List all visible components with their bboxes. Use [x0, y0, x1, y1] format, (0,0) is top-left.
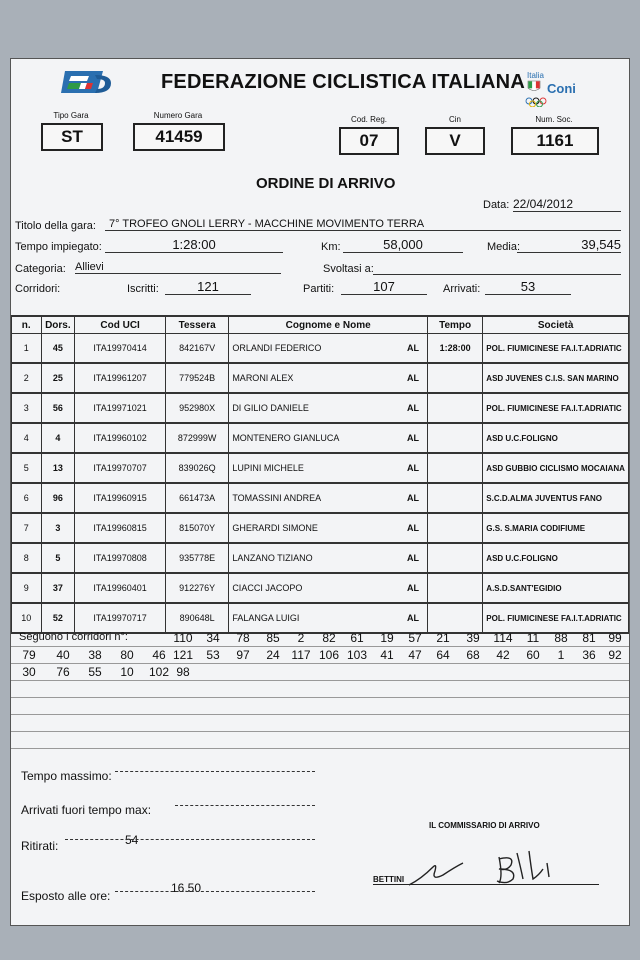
cell-societa: POL. FIUMICINESE FA.I.T.ADRIATIC: [483, 334, 629, 364]
cell-nome: [229, 363, 428, 393]
rider-number: 79: [22, 648, 36, 662]
rider-category: AL: [406, 523, 419, 533]
cell-dorsale: 37: [41, 573, 75, 603]
cin-box: V: [425, 127, 485, 155]
rider-number: 97: [236, 648, 250, 662]
commissario-name: BETTINI: [373, 875, 405, 884]
cell-tessera: 815070Y: [166, 513, 229, 543]
federation-title: FEDERAZIONE CICLISTICA ITALIANA: [161, 71, 525, 93]
ritirati-line: [65, 839, 315, 840]
cell-cod-uci: ITA19961207: [75, 363, 166, 393]
iscritti-value: 121: [165, 279, 251, 295]
esposto-value: 16.50: [171, 881, 202, 895]
rider-name: MONTENERO GIANLUCA: [232, 433, 340, 443]
cell-nome: [229, 453, 428, 483]
rider-number: 21: [436, 631, 450, 645]
cell-cod-uci: ITA19970707: [75, 453, 166, 483]
cell-nome: [229, 603, 428, 633]
fci-logo-icon: [61, 67, 115, 97]
header-n: n.: [12, 316, 42, 334]
coni-text: Coni: [547, 81, 576, 96]
rider-number: 82: [322, 631, 336, 645]
data-label: Data:: [483, 199, 510, 211]
rider-number: 78: [236, 631, 250, 645]
cell-tessera: 890648L: [166, 603, 229, 633]
cell-cod-uci: ITA19960815: [75, 513, 166, 543]
cell-societa: ASD GUBBIO CICLISMO MOCAIANA: [483, 453, 629, 483]
rider-number: 57: [408, 631, 422, 645]
titolo-value: 7° TROFEO GNOLI LERRY - MACCHINE MOVIMENTO TERRA: [105, 218, 621, 231]
svoltasi-value: [373, 261, 621, 275]
rider-number: 11: [526, 631, 540, 645]
cell-position: 9: [12, 573, 42, 603]
cell-cod-uci: ITA19960102: [75, 423, 166, 453]
cell-nome: [229, 334, 428, 364]
rider-category: AL: [406, 553, 419, 563]
cell-tessera: 872999W: [166, 423, 229, 453]
rider-number: 38: [88, 648, 102, 662]
cell-tempo: [427, 543, 482, 573]
cell-dorsale: 52: [41, 603, 75, 633]
results-header-row: [12, 316, 629, 334]
rider-number: 30: [22, 665, 36, 679]
cod-reg-box: 07: [339, 127, 399, 155]
rider-number: 46: [152, 648, 166, 662]
cell-tempo: [427, 483, 482, 513]
iscritti-label: Iscritti:: [127, 283, 159, 295]
cell-nome: [229, 543, 428, 573]
cell-cod-uci: ITA19960401: [75, 573, 166, 603]
rider-category: AL: [406, 373, 419, 383]
rider-name: LANZANO TIZIANO: [232, 553, 313, 563]
rider-number: 42: [496, 648, 510, 662]
tipo-gara-label: Tipo Gara: [53, 111, 89, 120]
rider-number: 85: [266, 631, 280, 645]
cell-tessera: 935778E: [166, 543, 229, 573]
cell-position: 7: [12, 513, 42, 543]
header-cod-uci: Cod UCI: [75, 316, 166, 334]
rider-number: 68: [466, 648, 480, 662]
cell-position: 2: [12, 363, 42, 393]
rider-number: 60: [526, 648, 540, 662]
cell-cod-uci: ITA19970414: [75, 334, 166, 364]
rider-number: 98: [176, 665, 190, 679]
rider-number: 2: [297, 631, 305, 645]
cell-position: 10: [12, 603, 42, 633]
cell-dorsale: 5: [41, 543, 75, 573]
cell-dorsale: 45: [41, 334, 75, 364]
rider-name: GHERARDI SIMONE: [232, 523, 318, 533]
rider-category: AL: [406, 463, 419, 473]
cell-position: 8: [12, 543, 42, 573]
ritirati-value: 54: [125, 833, 139, 847]
rider-number: 47: [408, 648, 422, 662]
cell-dorsale: 96: [41, 483, 75, 513]
fuori-tempo-line: [175, 805, 315, 806]
rider-category: AL: [406, 403, 419, 413]
cell-societa: S.C.D.ALMA JUVENTUS FANO: [483, 483, 629, 513]
rider-number: 34: [206, 631, 220, 645]
page-heading: ORDINE DI ARRIVO: [256, 175, 396, 192]
corridori-label: Corridori:: [15, 283, 61, 295]
cell-tessera: 912276Y: [166, 573, 229, 603]
tipo-gara-box: ST: [41, 123, 103, 151]
cell-societa: ASD U.C.FOLIGNO: [483, 423, 629, 453]
rider-category: AL: [406, 433, 419, 443]
cell-cod-uci: ITA19960915: [75, 483, 166, 513]
cell-tessera: 839026Q: [166, 453, 229, 483]
cell-position: 3: [12, 393, 42, 423]
rider-name: TOMASSINI ANDREA: [232, 493, 322, 503]
rider-number: 81: [582, 631, 596, 645]
cell-tempo: [427, 603, 482, 633]
cell-nome: [229, 513, 428, 543]
header-tessera: Tessera: [166, 316, 229, 334]
rider-name: DI GILIO DANIELE: [232, 403, 309, 413]
rider-number: 19: [380, 631, 394, 645]
table-row: [12, 334, 629, 364]
table-row: [12, 393, 629, 423]
cell-nome: [229, 573, 428, 603]
categoria-value: Allievi: [75, 261, 281, 274]
rider-number: 55: [88, 665, 102, 679]
rider-category: AL: [406, 493, 419, 503]
cell-dorsale: 56: [41, 393, 75, 423]
rider-number: 24: [266, 648, 280, 662]
seguono-row-1: [11, 631, 629, 647]
header-tempo: Tempo: [427, 316, 482, 334]
table-row: [12, 573, 629, 603]
cell-societa: POL. FIUMICINESE FA.I.T.ADRIATIC: [483, 393, 629, 423]
rider-number: 39: [466, 631, 480, 645]
results-table: [11, 315, 629, 634]
italian-flag-icon: [527, 80, 541, 94]
cod-reg-label: Cod. Reg.: [350, 115, 388, 124]
signature-icon: [407, 849, 567, 891]
divider: [11, 680, 629, 681]
coni-top-text: Italia: [527, 71, 544, 80]
rider-number: 76: [56, 665, 70, 679]
km-value: 58,000: [343, 237, 463, 253]
cell-tempo: 1:28:00: [427, 334, 482, 364]
rider-category: AL: [406, 613, 419, 623]
tempo-massimo-line: [115, 771, 315, 772]
rider-number: 110: [173, 631, 193, 645]
divider: [11, 714, 629, 715]
rider-name: FALANGA LUIGI: [232, 613, 300, 623]
fuori-tempo-label: Arrivati fuori tempo max:: [21, 803, 152, 817]
rider-number: 53: [206, 648, 220, 662]
tempo-label: Tempo impiegato:: [15, 241, 102, 253]
partiti-label: Partiti:: [303, 283, 335, 295]
cell-dorsale: 3: [41, 513, 75, 543]
rider-number: 40: [56, 648, 70, 662]
cell-tempo: [427, 513, 482, 543]
rider-number: 92: [608, 648, 622, 662]
cell-societa: ASD U.C.FOLIGNO: [483, 543, 629, 573]
ritirati-label: Ritirati:: [21, 839, 59, 853]
cell-nome: [229, 483, 428, 513]
rider-number: 103: [346, 648, 368, 662]
media-value: 39,545: [517, 237, 621, 253]
header-societa: Società: [483, 316, 629, 334]
rider-number: 36: [582, 648, 596, 662]
cell-societa: POL. FIUMICINESE FA.I.T.ADRIATIC: [483, 603, 629, 633]
cell-cod-uci: ITA19970717: [75, 603, 166, 633]
rider-name: ORLANDI FEDERICO: [232, 343, 322, 353]
divider: [11, 748, 629, 749]
rider-number: 1: [557, 648, 565, 662]
rider-name: CIACCI JACOPO: [232, 583, 303, 593]
media-label: Media:: [487, 241, 521, 253]
numero-gara-label: Numero Gara: [153, 111, 203, 120]
data-value: 22/04/2012: [513, 197, 621, 212]
seguono-label: Seguono i corridori n°:: [19, 631, 128, 643]
cell-societa: A.S.D.SANT'EGIDIO: [483, 573, 629, 603]
table-row: [12, 513, 629, 543]
divider: [11, 646, 629, 647]
table-row: [12, 423, 629, 453]
cell-position: 4: [12, 423, 42, 453]
cell-dorsale: 13: [41, 453, 75, 483]
rider-number: 114: [493, 631, 513, 645]
seguono-section: [11, 631, 629, 821]
cell-position: 5: [12, 453, 42, 483]
cell-nome: [229, 423, 428, 453]
divider: [11, 697, 629, 698]
arrivati-value: 53: [485, 279, 571, 295]
cell-cod-uci: ITA19970808: [75, 543, 166, 573]
rider-number: 121: [172, 648, 194, 662]
cell-tessera: 842167V: [166, 334, 229, 364]
rider-number: 41: [380, 648, 394, 662]
cell-tessera: 661473A: [166, 483, 229, 513]
table-row: [12, 543, 629, 573]
seguono-row-3: [11, 665, 629, 681]
rider-name: LUPINI MICHELE: [232, 463, 304, 473]
rider-category: AL: [406, 583, 419, 593]
cell-tempo: [427, 573, 482, 603]
cell-cod-uci: ITA19971021: [75, 393, 166, 423]
header-dorsale: Dors.: [41, 316, 75, 334]
rider-number: 88: [554, 631, 568, 645]
rider-number: 64: [436, 648, 450, 662]
cell-dorsale: 25: [41, 363, 75, 393]
tempo-massimo-label: Tempo massimo:: [21, 769, 112, 783]
divider: [11, 663, 629, 664]
cell-position: 6: [12, 483, 42, 513]
esposto-label: Esposto alle ore:: [21, 889, 111, 903]
numero-gara-box: 41459: [133, 123, 225, 151]
num-soc-box: 1161: [511, 127, 599, 155]
rider-number: 117: [291, 648, 311, 662]
rider-number: 99: [608, 631, 622, 645]
cell-tessera: 779524B: [166, 363, 229, 393]
table-row: [12, 603, 629, 633]
rider-number: 61: [350, 631, 364, 645]
cell-tessera: 952980X: [166, 393, 229, 423]
rider-number: 80: [120, 648, 134, 662]
cin-label: Cin: [448, 115, 461, 124]
table-row: [12, 453, 629, 483]
rider-number: 102: [148, 665, 170, 679]
commissario-label: IL COMMISSARIO DI ARRIVO: [429, 821, 540, 830]
divider: [11, 731, 629, 732]
header-nome: Cognome e Nome: [229, 316, 428, 334]
olympic-rings-icon: [525, 97, 547, 107]
num-soc-label: Num. Soc.: [535, 115, 573, 124]
km-label: Km:: [321, 241, 341, 253]
cell-tempo: [427, 363, 482, 393]
cell-nome: [229, 393, 428, 423]
categoria-label: Categoria:: [15, 263, 66, 275]
table-row: [12, 483, 629, 513]
rider-number: 10: [120, 665, 134, 679]
cell-position: 1: [12, 334, 42, 364]
cell-societa: G.S. S.MARIA CODIFIUME: [483, 513, 629, 543]
arrivati-label: Arrivati:: [443, 283, 481, 295]
cell-tempo: [427, 423, 482, 453]
tempo-value: 1:28:00: [105, 237, 283, 253]
cell-societa: ASD JUVENES C.I.S. SAN MARINO: [483, 363, 629, 393]
svoltasi-label: Svoltasi a:: [323, 263, 374, 275]
rider-category: AL: [406, 343, 419, 353]
coni-logo: [523, 71, 583, 113]
cell-tempo: [427, 453, 482, 483]
table-row: [12, 363, 629, 393]
esposto-line: [115, 891, 315, 892]
cell-tempo: [427, 393, 482, 423]
seguono-row-2: [11, 648, 629, 664]
rider-name: MARONI ALEX: [232, 373, 294, 383]
cell-dorsale: 4: [41, 423, 75, 453]
titolo-label: Titolo della gara:: [15, 220, 96, 232]
rider-number: 106: [318, 648, 340, 662]
partiti-value: 107: [341, 279, 427, 295]
race-results-sheet: [10, 58, 630, 926]
